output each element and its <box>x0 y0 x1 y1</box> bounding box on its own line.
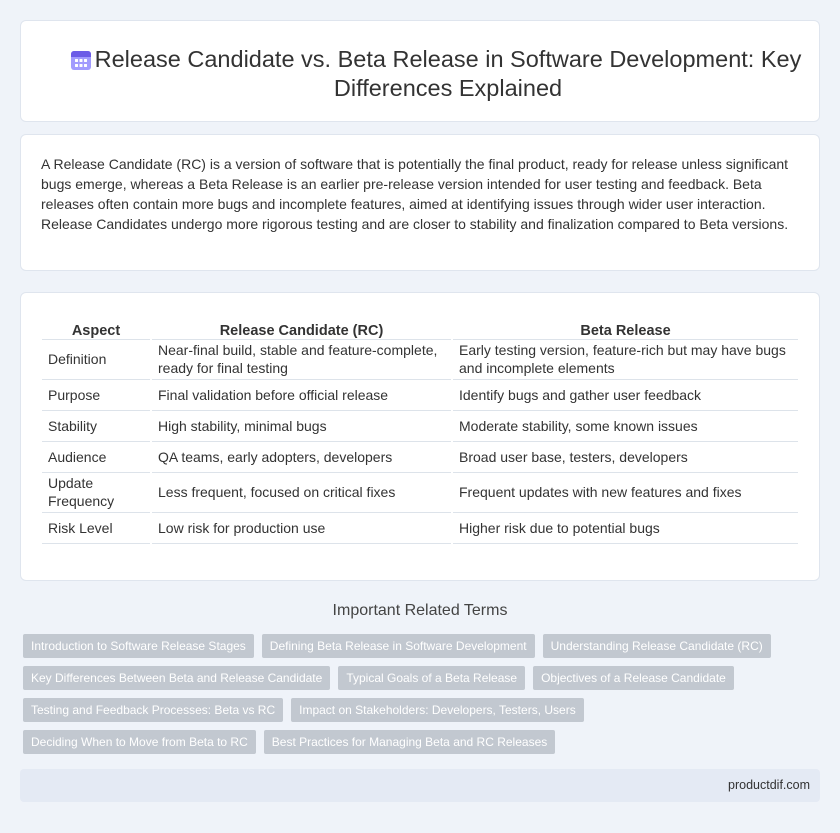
cell-beta: Frequent updates with new features and fixes <box>452 472 798 512</box>
cell-rc: High stability, minimal bugs <box>151 410 452 441</box>
cell-beta: Identify bugs and gather user feedback <box>452 379 798 410</box>
related-term-link[interactable]: Deciding When to Move from Beta to RC <box>23 730 256 754</box>
cell-rc: Low risk for production use <box>151 512 452 543</box>
related-terms-heading: Important Related Terms <box>332 602 508 619</box>
cell-beta: Moderate stability, some known issues <box>452 410 798 441</box>
cell-rc: QA teams, early adopters, developers <box>151 441 452 472</box>
table-row <box>42 339 798 379</box>
related-term-link[interactable]: Objectives of a Release Candidate <box>533 666 734 690</box>
related-term-link[interactable]: Typical Goals of a Beta Release <box>338 666 525 690</box>
table-row <box>42 512 798 543</box>
table-row <box>42 410 798 441</box>
table-row <box>42 472 798 512</box>
table-row <box>42 441 798 472</box>
page-title: Release Candidate vs. Beta Release in Software Development: Key Differences Explained <box>94 46 802 101</box>
title-card <box>20 20 820 122</box>
related-term-link[interactable]: Introduction to Software Release Stages <box>23 634 254 658</box>
footer <box>20 769 820 802</box>
related-term-link[interactable]: Impact on Stakeholders: Developers, Testers, Users <box>291 698 584 722</box>
cell-aspect: Purpose <box>42 379 151 410</box>
related-term-link[interactable]: Best Practices for Managing Beta and RC Releases <box>264 730 555 754</box>
header-beta-release: Beta Release <box>452 314 798 339</box>
related-term-link[interactable]: Testing and Feedback Processes: Beta vs RC <box>23 698 283 722</box>
header-release-candidate: Release Candidate (RC) <box>151 314 452 339</box>
intro-card <box>20 134 820 271</box>
footer-site-link[interactable]: productdif.com <box>728 778 810 792</box>
related-term-link[interactable]: Key Differences Between Beta and Release Candidate <box>23 666 330 690</box>
cell-rc: Less frequent, focused on critical fixes <box>151 472 452 512</box>
related-terms-list <box>23 634 823 754</box>
comparison-table-card <box>20 292 820 581</box>
cell-rc: Near-final build, stable and feature-complete, ready for final testing <box>151 339 452 379</box>
intro-paragraph: A Release Candidate (RC) is a version of software that is potentially the final product, ready for release unless significant bugs emerge, whereas a Beta Release is an earlier pre-release version intended for user testing and feedback. Beta releases often contain more bugs and incomplete features, aimed at identifying issues through wider user interaction. Release Candidates undergo more rigorous testing and are closer to stability and finalization compared to Beta versions. <box>41 156 789 232</box>
table-row <box>42 379 798 410</box>
cell-aspect: Risk Level <box>42 512 151 543</box>
cell-rc: Final validation before official release <box>151 379 452 410</box>
cell-beta: Broad user base, testers, developers <box>452 441 798 472</box>
related-term-link[interactable]: Defining Beta Release in Software Development <box>262 634 535 658</box>
cell-beta: Higher risk due to potential bugs <box>452 512 798 543</box>
calendar-icon <box>69 48 93 72</box>
cell-aspect: Definition <box>42 339 151 379</box>
table-header-row <box>42 314 798 339</box>
cell-aspect: Audience <box>42 441 151 472</box>
cell-aspect: Stability <box>42 410 151 441</box>
related-term-link[interactable]: Understanding Release Candidate (RC) <box>543 634 771 658</box>
cell-aspect: Update Frequency <box>42 472 151 512</box>
cell-beta: Early testing version, feature-rich but may have bugs and incomplete elements <box>452 339 798 379</box>
header-aspect: Aspect <box>42 314 151 339</box>
comparison-table <box>42 314 798 544</box>
